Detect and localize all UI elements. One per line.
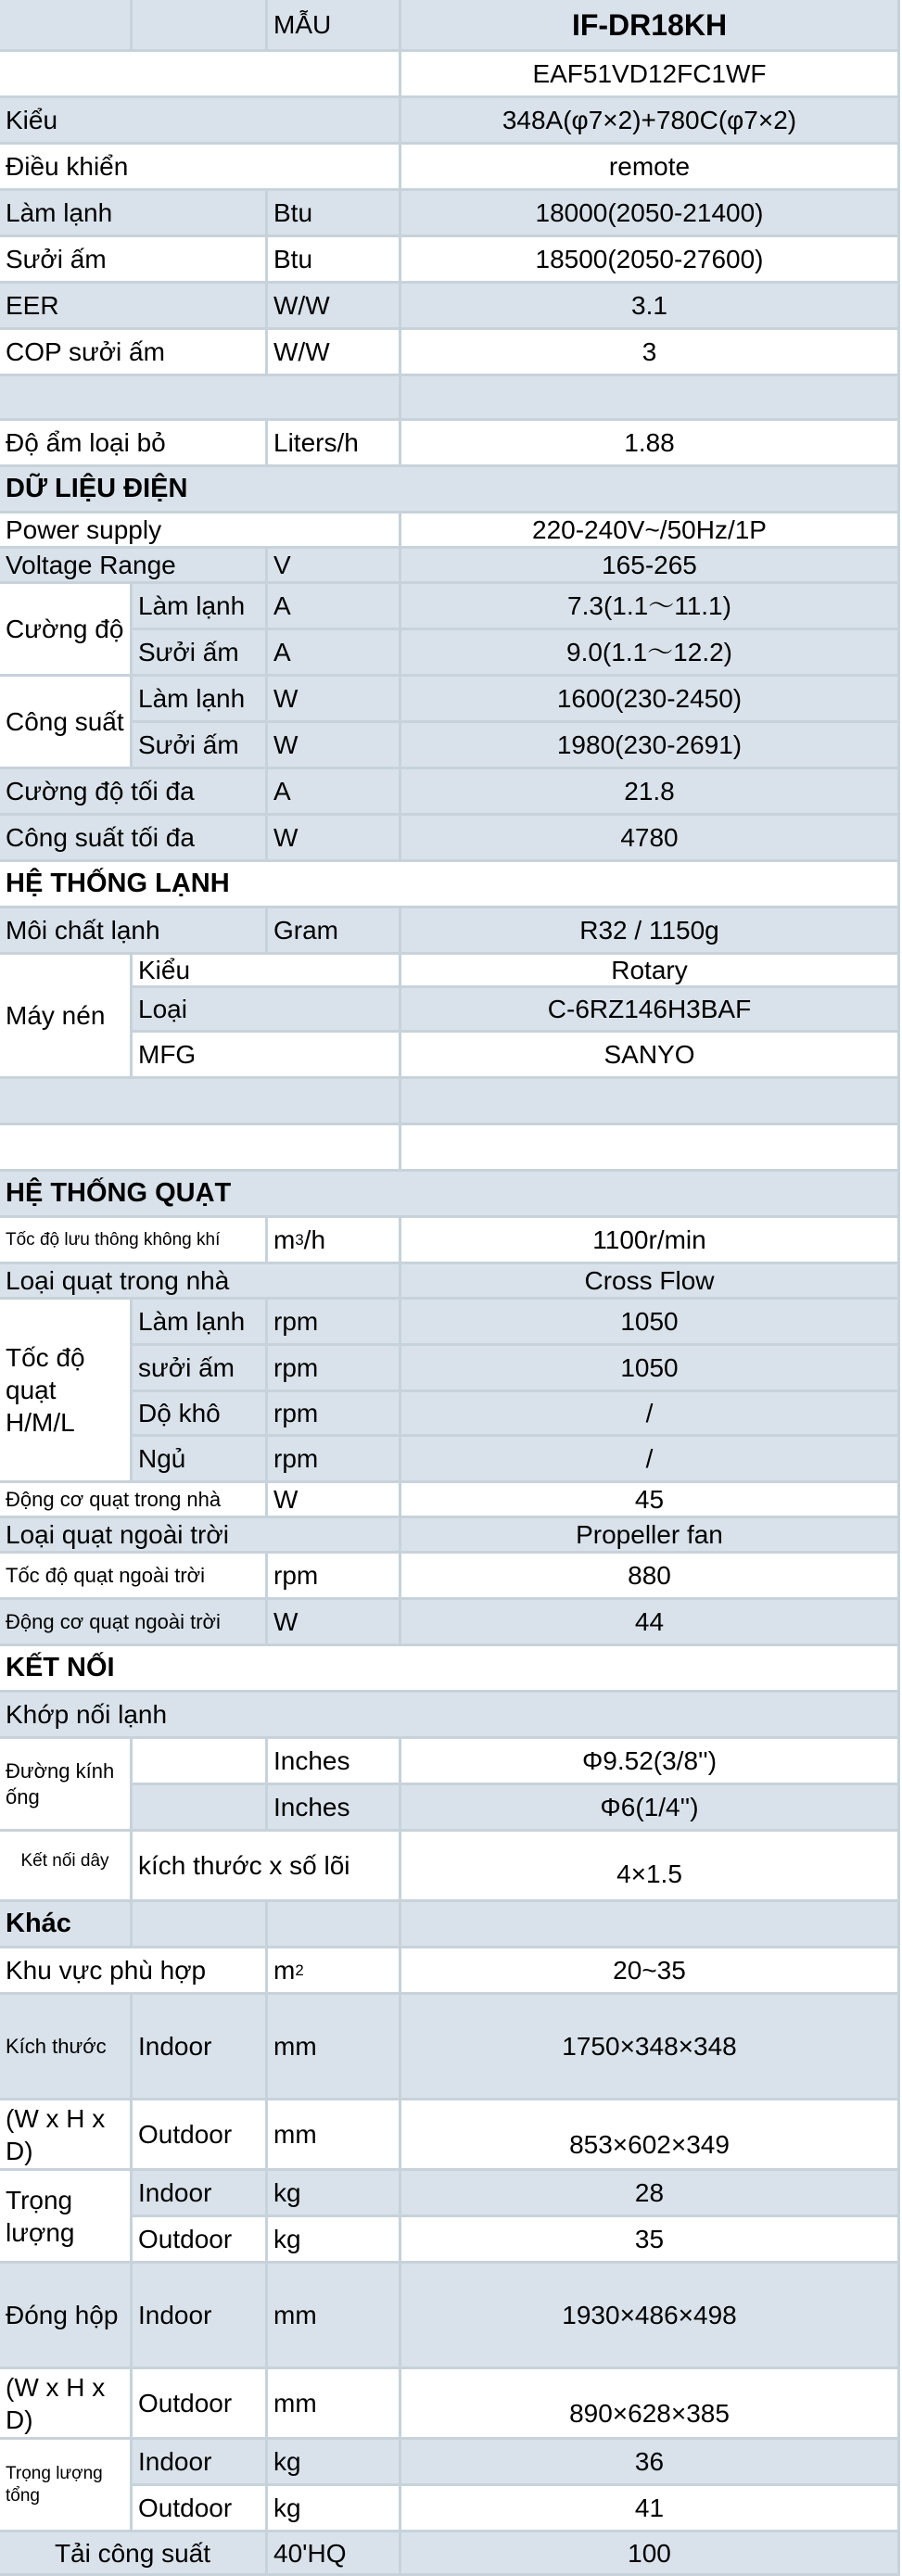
indoor-motor-unit: W — [268, 1483, 401, 1518]
dim-label-bottom: (W x H x D) — [0, 2100, 133, 2171]
control-label: Điều khiển — [0, 145, 401, 191]
row-power-supply — [0, 514, 902, 549]
row-cooling-capacity — [0, 191, 902, 237]
row-fan-speed-group — [0, 1300, 902, 1483]
pack-indoor-label: Indoor — [133, 2264, 268, 2369]
row-control — [0, 145, 902, 191]
area-label: Khu vực phù hợp — [0, 1948, 268, 1995]
row-wire — [0, 1832, 902, 1902]
gross-outdoor-value: 41 — [401, 2486, 900, 2532]
row-airflow — [0, 1218, 902, 1264]
model-codes: EAF51VD12FC1WF — [401, 52, 900, 98]
row-type — [0, 98, 902, 145]
row-blank — [0, 1079, 902, 1125]
speed-heat-unit: rpm — [268, 1346, 401, 1392]
section-title-fan: HỆ THỐNG QUẠT — [0, 1172, 900, 1218]
row-eer — [0, 284, 902, 330]
heating-unit: Btu — [268, 237, 401, 284]
weight-outdoor-unit: kg — [268, 2217, 401, 2264]
row-outdoor-motor — [0, 1600, 902, 1646]
refrigerant-label: Môi chất lạnh — [0, 908, 268, 955]
pipe1-value: Φ9.52(3/8'') — [401, 1739, 900, 1785]
outdoor-speed-unit: rpm — [268, 1554, 401, 1600]
speed-cool-unit: rpm — [268, 1300, 401, 1346]
row-dehumidification — [0, 421, 902, 467]
section-title-other: Khác — [0, 1902, 133, 1948]
row-indoor-motor — [0, 1483, 902, 1518]
current-heat-value: 9.0(1.1～12.2) — [401, 630, 900, 677]
cell-empty — [133, 0, 268, 52]
cooling-unit: Btu — [268, 191, 401, 237]
row-pack-outdoor — [0, 2369, 902, 2440]
eer-unit: W/W — [268, 284, 401, 330]
refrigerant-value: R32 / 1150g — [401, 908, 900, 955]
weight-label: Trọng lượng — [0, 2171, 133, 2264]
dim-indoor-value: 1750×348×348 — [401, 1995, 900, 2100]
max-power-value: 4780 — [401, 816, 900, 862]
current-heat-unit: A — [268, 630, 401, 677]
voltage-range-label: Voltage Range — [0, 549, 268, 584]
row-outdoor-fan-type — [0, 1518, 902, 1554]
outdoor-fan-type-value: Propeller fan — [401, 1518, 900, 1554]
power-label: Công suất — [0, 677, 133, 769]
model-name: IF-DR18KH — [401, 0, 900, 52]
speed-dry-value: / — [401, 1392, 900, 1437]
outdoor-fan-type-label: Loại quạt ngoài trời — [0, 1518, 401, 1554]
row-indoor-fan-type — [0, 1264, 902, 1300]
pack-indoor-unit: mm — [268, 2264, 401, 2369]
cell-empty — [133, 1902, 268, 1948]
dim-indoor-unit: mm — [268, 1995, 401, 2100]
dim-outdoor-value: 853×602×349 — [401, 2100, 900, 2171]
cell-empty — [401, 1902, 900, 1948]
outdoor-motor-label: Động cơ quạt ngoài trời — [0, 1600, 268, 1646]
cop-label: COP sưởi ấm — [0, 330, 268, 376]
row-model-codes — [0, 52, 902, 98]
current-cool-label: Làm lạnh — [133, 584, 268, 630]
dim-outdoor-unit: mm — [268, 2100, 401, 2171]
max-current-label: Cường độ tối đa — [0, 769, 268, 816]
compressor-label: Máy nén — [0, 955, 133, 1079]
cell-empty — [401, 1079, 900, 1125]
row-section-electrical — [0, 467, 902, 514]
max-current-value: 21.8 — [401, 769, 900, 816]
gross-indoor-value: 36 — [401, 2440, 900, 2486]
speed-dry-unit: rpm — [268, 1392, 401, 1437]
cell-empty — [0, 376, 401, 421]
wire-value: 4×1.5 — [401, 1832, 900, 1902]
row-load — [0, 2532, 902, 2576]
row-weight-group — [0, 2171, 902, 2264]
weight-indoor-value: 28 — [401, 2171, 900, 2217]
weight-outdoor-label: Outdoor — [133, 2217, 268, 2264]
row-outdoor-speed — [0, 1554, 902, 1600]
cell-empty — [0, 52, 401, 98]
row-pipe-group — [0, 1739, 902, 1832]
comp-mfg-label: MFG — [133, 1033, 401, 1079]
weight-outdoor-value: 35 — [401, 2217, 900, 2264]
comp-model-value: C-6RZ146H3BAF — [401, 988, 900, 1033]
row-dim-outdoor — [0, 2100, 902, 2171]
pack-outdoor-label: Outdoor — [133, 2369, 268, 2440]
row-model — [0, 0, 902, 52]
speed-sleep-value: / — [401, 1437, 900, 1483]
gross-outdoor-label: Outdoor — [133, 2486, 268, 2532]
weight-indoor-label: Indoor — [133, 2171, 268, 2217]
speed-sleep-label: Ngủ — [133, 1437, 268, 1483]
row-pack-indoor — [0, 2264, 902, 2369]
cell-empty — [0, 0, 133, 52]
current-cool-value: 7.3(1.1～11.1) — [401, 584, 900, 630]
outdoor-motor-unit: W — [268, 1600, 401, 1646]
airflow-value: 1100r/min — [401, 1218, 900, 1264]
indoor-fan-type-label: Loại quạt trong nhà — [0, 1264, 401, 1300]
row-max-power — [0, 816, 902, 862]
refrigerant-unit: Gram — [268, 908, 401, 955]
row-max-current — [0, 769, 902, 816]
power-heat-unit: W — [268, 723, 401, 769]
cell-empty — [133, 1739, 268, 1785]
pack-outdoor-unit: mm — [268, 2369, 401, 2440]
comp-type-label: Kiểu — [133, 955, 401, 988]
gross-label: Trọng lượng tổng — [0, 2440, 133, 2532]
pack-outdoor-value: 890×628×385 — [401, 2369, 900, 2440]
speed-dry-label: Dộ khô — [133, 1392, 268, 1437]
speed-heat-label: sưởi ấm — [133, 1346, 268, 1392]
max-current-unit: A — [268, 769, 401, 816]
pipe1-unit: Inches — [268, 1739, 401, 1785]
section-title-connection: KẾT NỐI — [0, 1646, 900, 1693]
power-cool-value: 1600(230-2450) — [401, 677, 900, 723]
row-gross-group — [0, 2440, 902, 2532]
row-heating-capacity — [0, 237, 902, 284]
power-cool-unit: W — [268, 677, 401, 723]
power-heat-label: Sưởi ấm — [133, 723, 268, 769]
cell-empty — [133, 1785, 268, 1832]
row-blank — [0, 376, 902, 421]
cell-empty — [268, 1902, 401, 1948]
joint-label: Khớp nối lạnh — [0, 1693, 900, 1739]
gross-outdoor-unit: kg — [268, 2486, 401, 2532]
model-label: MẪU — [268, 0, 401, 52]
airflow-unit: m 3 /h — [268, 1218, 401, 1264]
row-section-other — [0, 1902, 902, 1948]
cooling-value: 18000(2050-21400) — [401, 191, 900, 237]
dim-outdoor-label: Outdoor — [133, 2100, 268, 2171]
row-area — [0, 1948, 902, 1995]
load-value: 100 — [401, 2532, 900, 2576]
row-joint — [0, 1693, 902, 1739]
outdoor-speed-label: Tốc độ quạt ngoài trời — [0, 1554, 268, 1600]
power-cool-label: Làm lạnh — [133, 677, 268, 723]
indoor-fan-type-value: Cross Flow — [401, 1264, 900, 1300]
weight-indoor-unit: kg — [268, 2171, 401, 2217]
cop-unit: W/W — [268, 330, 401, 376]
comp-model-label: Loại — [133, 988, 401, 1033]
indoor-motor-label: Động cơ quạt trong nhà — [0, 1483, 268, 1518]
voltage-range-value: 165-265 — [401, 549, 900, 584]
max-power-label: Công suất tối đa — [0, 816, 268, 862]
speed-cool-value: 1050 — [401, 1300, 900, 1346]
cell-empty — [0, 1125, 401, 1172]
area-unit: m 2 — [268, 1948, 401, 1995]
load-label: Tải công suất — [0, 2532, 268, 2576]
current-label: Cường độ — [0, 584, 133, 677]
speed-label: Tốc độ quạt H/M/L — [0, 1300, 133, 1483]
comp-type-value: Rotary — [401, 955, 900, 988]
dim-indoor-label: Indoor — [133, 1995, 268, 2100]
pipe-label: Đường kính ống — [0, 1739, 133, 1832]
comp-mfg-value: SANYO — [401, 1033, 900, 1079]
row-section-connection — [0, 1646, 902, 1693]
pack-indoor-value: 1930×486×498 — [401, 2264, 900, 2369]
current-cool-unit: A — [268, 584, 401, 630]
cooling-label: Làm lạnh — [0, 191, 268, 237]
area-value: 20~35 — [401, 1948, 900, 1995]
row-blank — [0, 1125, 902, 1172]
wire-label: Kết nối dây — [0, 1832, 133, 1902]
power-heat-value: 1980(230-2691) — [401, 723, 900, 769]
dehum-value: 1.88 — [401, 421, 900, 467]
type-value: 348A(φ7×2)+780C(φ7×2) — [401, 98, 900, 145]
row-power-group — [0, 677, 902, 769]
pipe2-value: Φ6(1/4'') — [401, 1785, 900, 1832]
row-refrigerant — [0, 908, 902, 955]
gross-indoor-unit: kg — [268, 2440, 401, 2486]
type-label: Kiểu — [0, 98, 401, 145]
dim-label-top: Kích thước — [0, 1995, 133, 2100]
speed-heat-value: 1050 — [401, 1346, 900, 1392]
dehum-label: Độ ẩm loại bỏ — [0, 421, 268, 467]
voltage-range-unit: V — [268, 549, 401, 584]
control-value: remote — [401, 145, 900, 191]
row-current-group — [0, 584, 902, 677]
section-title-electrical: DỮ LIỆU ĐIỆN — [0, 467, 900, 514]
cell-empty — [0, 1079, 401, 1125]
pack-label-top: Đóng hộp — [0, 2264, 133, 2369]
pack-label-bottom: (W x H x D) — [0, 2369, 133, 2440]
gross-indoor-label: Indoor — [133, 2440, 268, 2486]
current-heat-label: Sưởi ấm — [133, 630, 268, 677]
outdoor-speed-value: 880 — [401, 1554, 900, 1600]
row-dim-indoor — [0, 1995, 902, 2100]
outdoor-motor-value: 44 — [401, 1600, 900, 1646]
cell-empty — [401, 1125, 900, 1172]
speed-sleep-unit: rpm — [268, 1437, 401, 1483]
cell-empty — [401, 376, 900, 421]
power-supply-label: Power supply — [0, 514, 401, 549]
pipe2-unit: Inches — [268, 1785, 401, 1832]
row-voltage-range — [0, 549, 902, 584]
power-supply-value: 220-240V~/50Hz/1P — [401, 514, 900, 549]
heating-label: Sưởi ấm — [0, 237, 268, 284]
row-section-refrigeration — [0, 862, 902, 908]
load-unit: 40'HQ — [268, 2532, 401, 2576]
dehum-unit: Liters/h — [268, 421, 401, 467]
wire-desc: kích thước x số lõi — [133, 1832, 401, 1902]
eer-value: 3.1 — [401, 284, 900, 330]
heating-value: 18500(2050-27600) — [401, 237, 900, 284]
row-compressor-group — [0, 955, 902, 1079]
airflow-label: Tốc độ lưu thông không khí — [0, 1218, 268, 1264]
section-title-refrigeration: HỆ THỐNG LẠNH — [0, 862, 900, 908]
row-cop — [0, 330, 902, 376]
speed-cool-label: Làm lạnh — [133, 1300, 268, 1346]
max-power-unit: W — [268, 816, 401, 862]
indoor-motor-value: 45 — [401, 1483, 900, 1518]
eer-label: EER — [0, 284, 268, 330]
row-section-fan — [0, 1172, 902, 1218]
cop-value: 3 — [401, 330, 900, 376]
